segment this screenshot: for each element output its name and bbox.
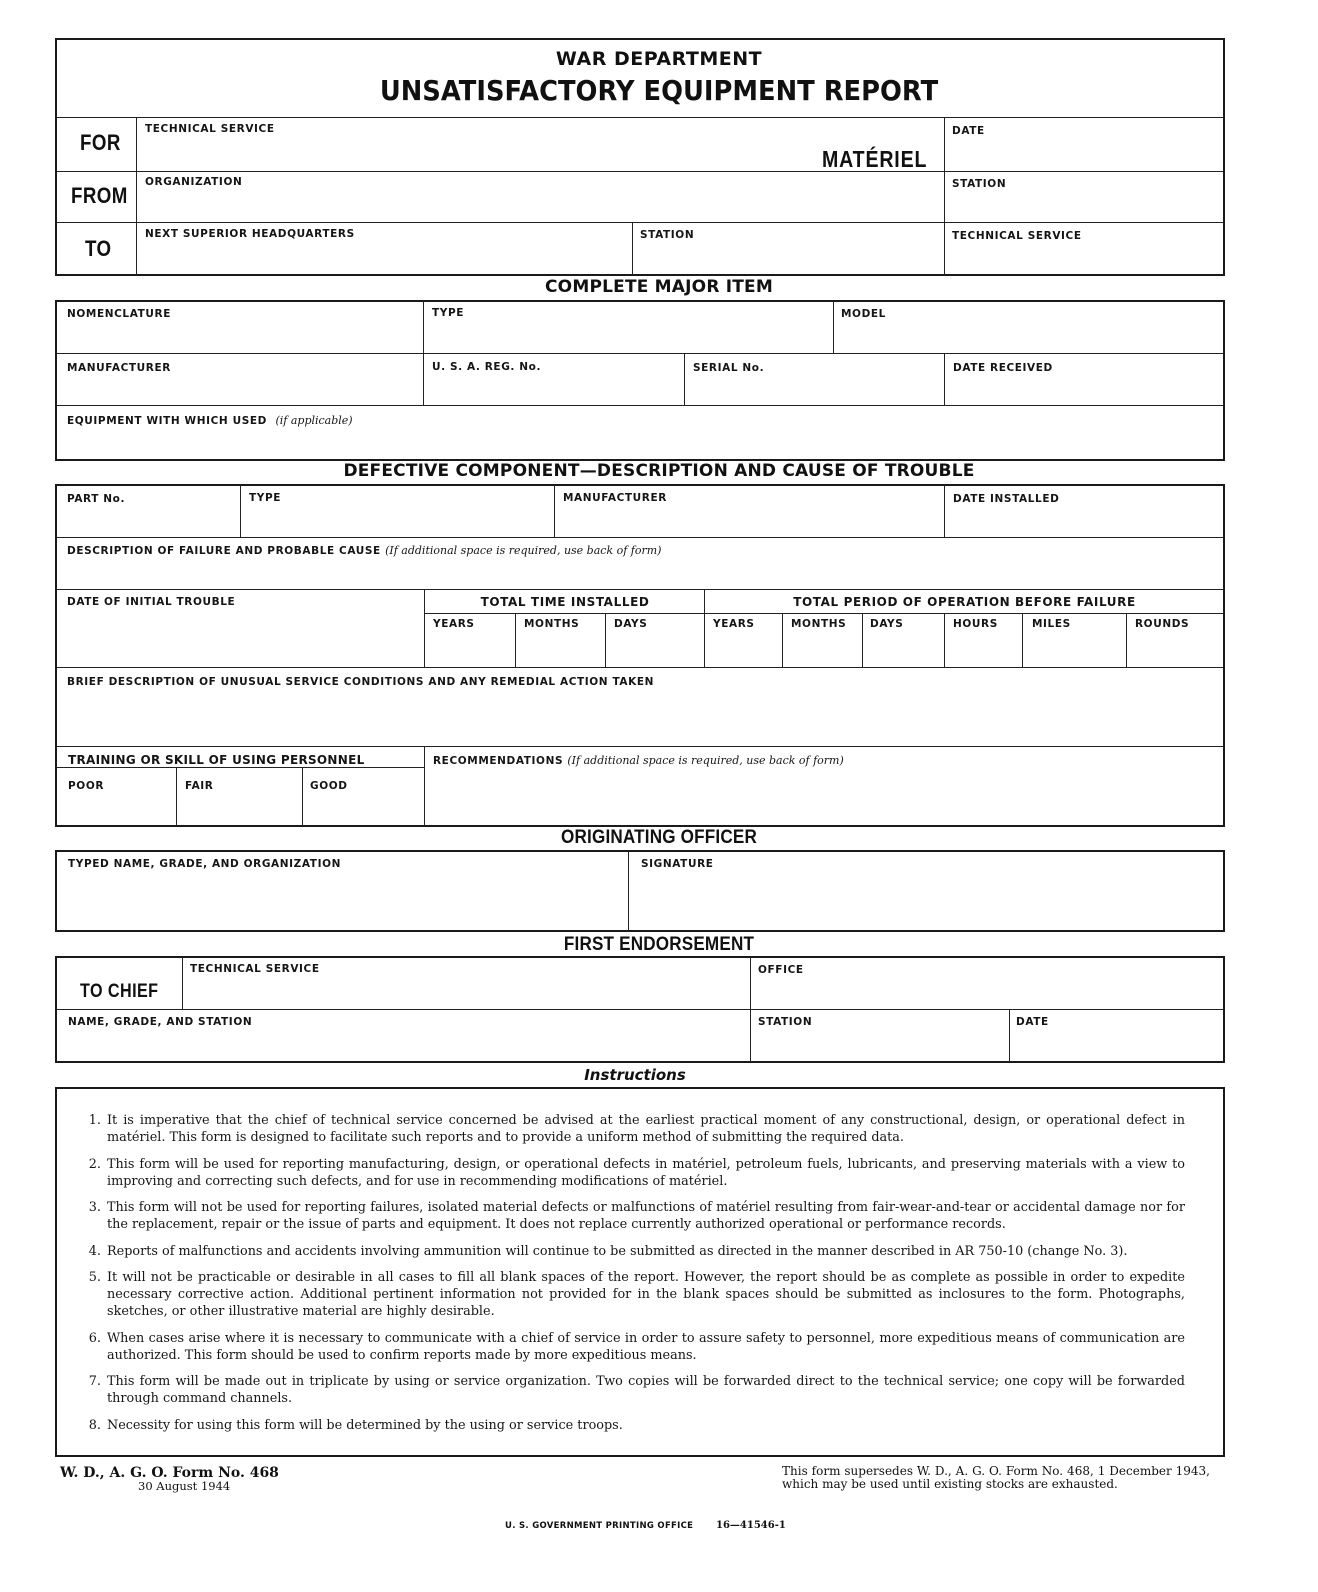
signature-label: SIGNATURE xyxy=(641,858,714,870)
office-field[interactable] xyxy=(757,981,1221,1007)
instruction-item: 2. This form will be used for reporting manufacturing, design, or operational defects in matériel, petroleum fuels, lubricants, and preserving materials with a view to improving and correcting such defects, and for use in recommending modifications of matériel. xyxy=(105,1156,1185,1190)
recommendations-note: (If additional space is required, use back of form) xyxy=(567,754,844,767)
defective-heading: DEFECTIVE COMPONENT—DESCRIPTION AND CAUSE OF TROUBLE xyxy=(343,461,975,481)
tp-years-label: YEARS xyxy=(713,618,755,630)
recommendations-text: RECOMMENDATIONS xyxy=(433,755,564,767)
defective-type-label: TYPE xyxy=(249,492,282,504)
type-label: TYPE xyxy=(432,307,465,319)
nomenclature-label: NOMENCLATURE xyxy=(67,308,171,320)
defective-type-field[interactable] xyxy=(247,510,551,536)
major-item-heading: COMPLETE MAJOR ITEM xyxy=(545,277,773,297)
divider xyxy=(56,746,1224,747)
tti-months-label: MONTHS xyxy=(524,618,580,630)
defective-manufacturer-field[interactable] xyxy=(561,510,943,536)
description-note: (If additional space is required, use back of form) xyxy=(385,544,662,557)
signature-area[interactable] xyxy=(636,876,1218,926)
department-title: WAR DEPARTMENT xyxy=(555,48,763,70)
endorsement-date-field[interactable] xyxy=(1016,1033,1222,1059)
usa-reg-no-label: U. S. A. REG. No. xyxy=(432,361,542,373)
next-superior-hq-label: NEXT SUPERIOR HEADQUARTERS xyxy=(145,228,355,240)
description-label xyxy=(67,544,661,557)
total-time-installed-label: TOTAL TIME INSTALLED xyxy=(480,595,650,609)
part-no-field[interactable] xyxy=(65,510,239,536)
print-code: 16—41546-1 xyxy=(716,1520,786,1531)
name-grade-station-label: NAME, GRADE, AND STATION xyxy=(68,1016,253,1028)
tp-years-field[interactable] xyxy=(710,636,782,664)
instructions-list xyxy=(85,1112,1185,1443)
divider xyxy=(515,614,516,667)
tp-miles-field[interactable] xyxy=(1028,636,1126,664)
name-grade-station-field[interactable] xyxy=(65,1033,747,1059)
endorsement-date-label: DATE xyxy=(1016,1016,1049,1028)
tti-years-field[interactable] xyxy=(430,636,514,664)
instruction-item: 5. It will not be practicable or desirable in all cases to fill all blank spaces of the report. However, the report should be as complete as possible in order to expedite necessary corrective action. Additional pertinent information not provided for in the blank spaces should be submitted as inclosures to the form. Photographs, sketches, or other illustrative material are highly desirable. xyxy=(105,1269,1185,1320)
tp-hours-field[interactable] xyxy=(950,636,1022,664)
supersedes-note: This form supersedes W. D., A. G. O. Form No. 468, 1 December 1943, which may be used until existing stocks are exhausted. xyxy=(782,1464,1210,1491)
manufacturer-field[interactable] xyxy=(65,378,419,404)
station-label: STATION xyxy=(952,178,1007,190)
instruction-item: 8. Necessity for using this form will be determined by the using or service troops. xyxy=(105,1417,1185,1434)
divider xyxy=(182,957,183,1009)
model-field[interactable] xyxy=(840,326,1222,352)
endorsement-technical-service-field[interactable] xyxy=(190,981,747,1007)
endorsement-technical-service-label: TECHNICAL SERVICE xyxy=(190,963,320,975)
training-poor-label: POOR xyxy=(68,780,105,792)
defective-manufacturer-label: MANUFACTURER xyxy=(563,492,667,504)
serial-no-field[interactable] xyxy=(690,378,942,404)
tp-rounds-field[interactable] xyxy=(1132,636,1222,664)
divider xyxy=(136,118,137,275)
instruction-item: 4. Reports of malfunctions and accidents involving ammunition will continue to be submitted as directed in the manner described in AR 750-10 (change No. 3). xyxy=(105,1243,1185,1260)
manufacturer-label: MANUFACTURER xyxy=(67,362,171,374)
date-field[interactable] xyxy=(952,142,1221,168)
tp-rounds-label: ROUNDS xyxy=(1135,618,1190,630)
date-label: DATE xyxy=(952,125,985,137)
divider xyxy=(944,614,945,667)
divider xyxy=(632,223,633,275)
recommendations-field[interactable] xyxy=(430,772,1222,826)
brief-description-label: BRIEF DESCRIPTION OF UNUSUAL SERVICE CONDITIONS AND ANY REMEDIAL ACTION TAKEN xyxy=(67,676,655,688)
tti-months-field[interactable] xyxy=(521,636,605,664)
typed-name-field[interactable] xyxy=(65,876,625,930)
divider xyxy=(56,405,1224,406)
tp-days-field[interactable] xyxy=(868,636,944,664)
divider xyxy=(56,667,1224,668)
divider xyxy=(176,768,177,826)
instruction-item: 7. This form will be made out in triplicate by using or service organization. Two copies will be forwarded direct to the technical service; one copy will be forwarded through command channels. xyxy=(105,1373,1185,1407)
technical-service-label: TECHNICAL SERVICE xyxy=(145,123,275,135)
to-technical-service-field[interactable] xyxy=(952,246,1221,272)
endorsement-station-label: STATION xyxy=(758,1016,813,1028)
tti-days-label: DAYS xyxy=(614,618,648,630)
date-received-field[interactable] xyxy=(950,378,1222,404)
training-fair-label: FAIR xyxy=(185,780,214,792)
usa-reg-no-field[interactable] xyxy=(430,378,682,404)
divider xyxy=(782,614,783,667)
divider xyxy=(56,589,1224,590)
endorsement-heading: FIRST ENDORSEMENT xyxy=(563,934,755,955)
date-initial-trouble-label: DATE OF INITIAL TROUBLE xyxy=(67,596,236,608)
to-chief-label: TO CHIEF xyxy=(80,981,159,1002)
divider xyxy=(944,485,945,537)
date-installed-label: DATE INSTALLED xyxy=(953,493,1060,505)
equipment-used-text: EQUIPMENT WITH WHICH USED xyxy=(67,415,267,427)
equipment-used-note: (if applicable) xyxy=(275,414,353,427)
instruction-item: 1. It is imperative that the chief of technical service concerned be advised at the earliest practical moment of any constructional, design, or operational defect in matériel. This form is designed to facilitate such reports and to provide a uniform method of submitting the required data. xyxy=(105,1112,1185,1146)
technical-service-field[interactable] xyxy=(145,145,809,169)
tti-years-label: YEARS xyxy=(433,618,475,630)
divider xyxy=(833,301,834,353)
from-label: FROM xyxy=(71,183,128,208)
divider xyxy=(605,614,606,667)
divider xyxy=(56,117,1224,118)
office-label: OFFICE xyxy=(758,964,804,976)
date-received-label: DATE RECEIVED xyxy=(953,362,1053,374)
to-technical-service-label: TECHNICAL SERVICE xyxy=(952,230,1082,242)
form-date: 30 August 1944 xyxy=(138,1479,231,1493)
equipment-used-field[interactable] xyxy=(65,431,1221,457)
officer-heading: ORIGINATING OFFICER xyxy=(561,827,757,848)
instruction-item: 6. When cases arise where it is necessary to communicate with a chief of service in order to assure safety to personnel, more expeditious means of communication are authorized. This form should be used to confirm reports made by more expeditious means. xyxy=(105,1330,1185,1364)
training-good-label: GOOD xyxy=(310,780,348,792)
divider xyxy=(684,354,685,405)
typed-name-label: TYPED NAME, GRADE, AND ORGANIZATION xyxy=(68,858,341,870)
tp-days-label: DAYS xyxy=(870,618,904,630)
part-no-label: PART No. xyxy=(67,493,126,505)
divider xyxy=(56,1009,1224,1010)
tp-months-field[interactable] xyxy=(788,636,862,664)
technical-service-value: MATÉRIEL xyxy=(822,146,928,172)
description-text: DESCRIPTION OF FAILURE AND PROBABLE CAUSE xyxy=(67,545,381,557)
divider xyxy=(1009,1010,1010,1062)
station-field[interactable] xyxy=(952,195,1221,221)
divider xyxy=(554,485,555,537)
tp-hours-label: HOURS xyxy=(953,618,998,630)
equipment-used-label xyxy=(67,414,353,427)
divider xyxy=(56,537,1224,538)
to-label: TO xyxy=(85,236,112,261)
recommendations-label xyxy=(433,754,844,767)
instruction-item: 3. This form will not be used for reporting failures, isolated material defects or malfunctions of matériel resulting from fair-wear-and-tear or accidental damage nor for the replacement, repair or the issue of parts and equipment. It does not replace currently authorized operational or performance records. xyxy=(105,1199,1185,1233)
tti-days-field[interactable] xyxy=(611,636,703,664)
type-field[interactable] xyxy=(430,326,829,352)
divider xyxy=(302,768,303,826)
brief-description-field[interactable] xyxy=(65,694,1221,746)
divider xyxy=(424,747,425,826)
to-station-label: STATION xyxy=(640,229,695,241)
organization-label: ORGANIZATION xyxy=(145,176,243,188)
tp-miles-label: MILES xyxy=(1032,618,1071,630)
printing-office: U. S. GOVERNMENT PRINTING OFFICE xyxy=(505,1521,694,1531)
to-station-field[interactable] xyxy=(640,246,942,272)
divider xyxy=(240,485,241,537)
description-field[interactable] xyxy=(65,561,1221,587)
organization-field[interactable] xyxy=(145,194,939,220)
divider xyxy=(425,613,1224,614)
next-superior-hq-field[interactable] xyxy=(145,246,629,272)
training-label: TRAINING OR SKILL OF USING PERSONNEL xyxy=(68,753,365,767)
divider xyxy=(1022,614,1023,667)
date-initial-trouble-field[interactable] xyxy=(65,620,421,662)
form-title: UNSATISFACTORY EQUIPMENT REPORT xyxy=(379,74,939,107)
divider xyxy=(423,301,424,405)
divider xyxy=(56,171,1224,172)
model-label: MODEL xyxy=(841,308,886,320)
endorsement-station-field[interactable] xyxy=(757,1033,1006,1059)
divider xyxy=(944,354,945,405)
form-number: W. D., A. G. O. Form No. 468 xyxy=(60,1465,279,1481)
total-period-label: TOTAL PERIOD OF OPERATION BEFORE FAILURE xyxy=(793,595,1136,609)
divider xyxy=(628,851,629,931)
divider xyxy=(56,767,425,768)
divider xyxy=(56,353,1224,354)
instructions-heading: Instructions xyxy=(584,1066,686,1084)
tp-months-label: MONTHS xyxy=(791,618,847,630)
nomenclature-field[interactable] xyxy=(65,326,419,352)
divider xyxy=(862,614,863,667)
for-label: FOR xyxy=(80,130,121,155)
divider xyxy=(56,222,1224,223)
date-installed-field[interactable] xyxy=(950,510,1222,536)
serial-no-label: SERIAL No. xyxy=(693,362,765,374)
divider xyxy=(1126,614,1127,667)
divider xyxy=(750,957,751,1062)
divider xyxy=(944,118,945,275)
